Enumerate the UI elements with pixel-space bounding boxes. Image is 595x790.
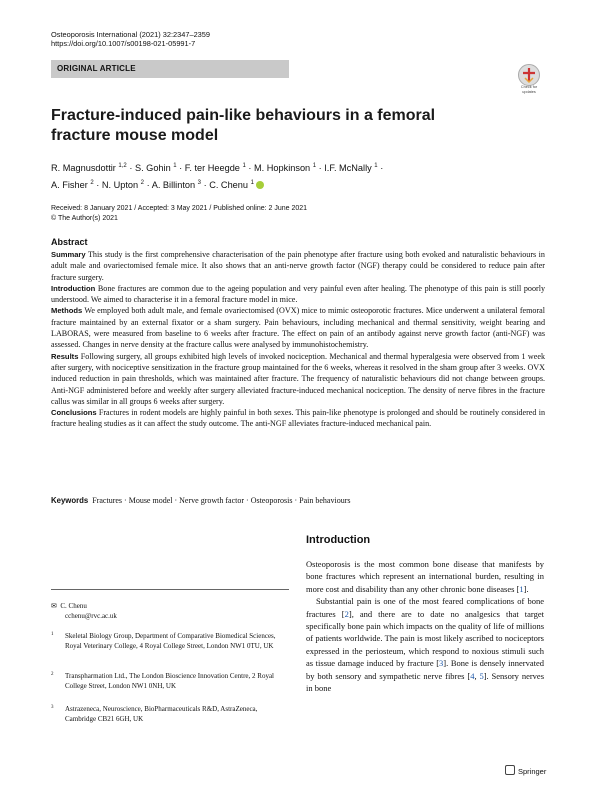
keyword: Mouse model [128,496,173,505]
orcid-icon[interactable] [256,181,264,189]
author-name: F. ter Heegde [184,163,240,174]
publication-dates [51,204,307,223]
author-name: M. Hopkinson [254,163,311,174]
introduction-body [306,558,544,694]
author-affiliation: 1,2 [118,163,127,169]
abstract-methods: Methods We employed both adult male, and female ovariectomised (OVX) mice to mimic osteoporotic fractures. Mice underwent a unilateral femoral fracture maintained by an external fixator or a sham surgery. Pain behaviours, including mechanical and thermal sensitivity, weight bearing and LABORAS, were measured from baseline to 6 weeks after fracture. The effect on pain of an antibody against nerve growth factor (anti-NGF) was assessed. Changes in nerve density at the fracture callus were analysed by immunohistochemistry. [51,306,545,350]
author-name: C. Chenu [209,180,249,191]
author-affiliation: 2 [140,180,145,187]
abstract-body [51,249,545,430]
crossmark-badge[interactable] [514,64,544,98]
publisher-name: Springer [518,767,547,776]
article-type-banner [51,60,289,78]
publisher-logo [505,765,546,776]
author-list [51,159,551,193]
author-affiliation: 1 [250,180,254,187]
citation-link[interactable]: 4 [470,670,475,681]
author-affiliation: 2 [90,180,94,187]
author-line-2: A. Fisher $^2$ · N. Upton $^2$ · A. Billinton $^3$ · C. Chenu $^1$ [51,176,551,193]
copyright: © The Author(s) 2021 [51,214,118,222]
correspondence-name: C. Chenu [60,602,87,610]
date-history: Received: 8 January 2021 / Accepted: 3 May 2021 / Published online: 2 June 2021 [51,205,308,212]
author-affiliation: 1 [173,163,177,169]
springer-horse-icon [505,765,515,775]
correspondence [51,602,289,621]
introduction-heading: Introduction [306,534,371,546]
intro-paragraph-1: Osteoporosis is the most common bone disease that manifests by bone fractures which represent an international burden, resulting in more cost and disability than any other chronic bone diseases [1]. [306,559,544,594]
abstract-heading: Abstract [51,237,88,247]
correspondence-email[interactable]: cchenu@rvc.ac.uk [65,611,117,620]
abstract-summary: Summary This study is the first comprehensive characterisation of the pain phenotype after fracture using both evoked and naturalistic behaviours in adult male and ovariectomised female mice. It also shows that an anti-nerve growth factor (NGF) therapy could be considered to reduce pain after fracture surgery. [51,250,545,282]
citation-link[interactable]: 1 [519,583,524,594]
keywords: Keywords Fractures · Mouse model · Nerve growth factor · Osteoporosis · Pain behaviours [51,496,351,505]
journal-citation: Osteoporosis International (2021) 32:2347–2359 [51,30,211,39]
author-affiliation: 3 [197,180,202,187]
abstract-results: Results Following surgery, all groups exhibited high levels of invoked nociception. Mechanical and thermal hyperalgesia were observed from 1 week after surgery, with nociceptive sensitization in the fracture group maintained for the 6 weeks, whereas it resolved in the sham group after 3 weeks. OVX induced reduction in pain thresholds, which was maintained after fracture. The frequency of naturalistic behaviours did not change between groups. Anti-NGF administered before and weekly after surgery alleviated fracture-induced mechanical nociception. The density of nerve fibres in the fracture callus was similar in all groups 6 weeks after surgery. [51,351,545,406]
author-affiliation: 1 [312,163,317,169]
keyword: Pain behaviours [299,496,351,505]
author-name: I.F. McNally [324,163,372,174]
envelope-icon: ✉ [51,602,57,610]
author-name: A. Billinton [151,180,196,191]
keywords-label: Keywords [51,496,89,505]
crossmark-icon [518,64,540,86]
author-name: N. Upton [101,180,139,191]
author-affiliation: 1 [374,163,378,169]
article-title: Fracture-induced pain-like behaviours in a femoral fracture mouse model [51,107,436,144]
author-name: S. Gohin [134,163,171,174]
crossmark-label: Check for updates [520,85,538,94]
journal-doi[interactable]: https://doi.org/10.1007/s00198-021-05991-7 [51,39,196,48]
article-type-label: ORIGINAL ARTICLE [57,64,136,73]
abstract-introduction: Introduction Bone fractures are common due to the ageing population and very painful even after healing. The phenotype of this pain is still poorly understood. We aimed to characterise it in a femoral fracture model in mice. [51,283,545,305]
keyword: Fractures [92,496,123,505]
abstract-conclusions: Conclusions Fractures in rodent models are highly painful in both sexes. This pain-like phenotype is prolonged and should be routinely considered in fracture healing studies as it can affect the study outcome. The anti-NGF alleviates fracture-induced mechanical pain. [51,408,545,429]
intro-paragraph-2: Substantial pain is one of the most feared complications of bone fractures [2], and there are to date no analgesics that target specifically bone pain which impacts on the quality of life of millions of patients worldwide. The pain is most likely ascribed to nociceptors expressed in the periosteum, which respond to noxious stimuli such as tissue damage induced by fracture [3]. Bone is densely innervated by both sensory and sympathetic nerve fibres [4, 5]. Sensory nerves in bone [306,596,545,694]
footnote-divider [51,589,289,590]
journal-header [51,30,210,48]
citation-link[interactable]: 5 [479,670,484,681]
author-affiliation: 1 [242,163,246,169]
author-name: A. Fisher [51,180,88,191]
author-line-1: R. Magnusdottir $^{1,2}$ · S. Gohin $^1$ · F. ter Heegde $^1$ · M. Hopkinson $^1$ · I.F. McNally $^1$ · [51,163,384,174]
keyword: Nerve growth factor [179,496,245,505]
author-name: R. Magnusdottir [51,163,116,174]
citation-link[interactable]: 3 [439,658,444,669]
citation-link[interactable]: 2 [344,608,349,619]
keyword: Osteoporosis [250,496,293,505]
